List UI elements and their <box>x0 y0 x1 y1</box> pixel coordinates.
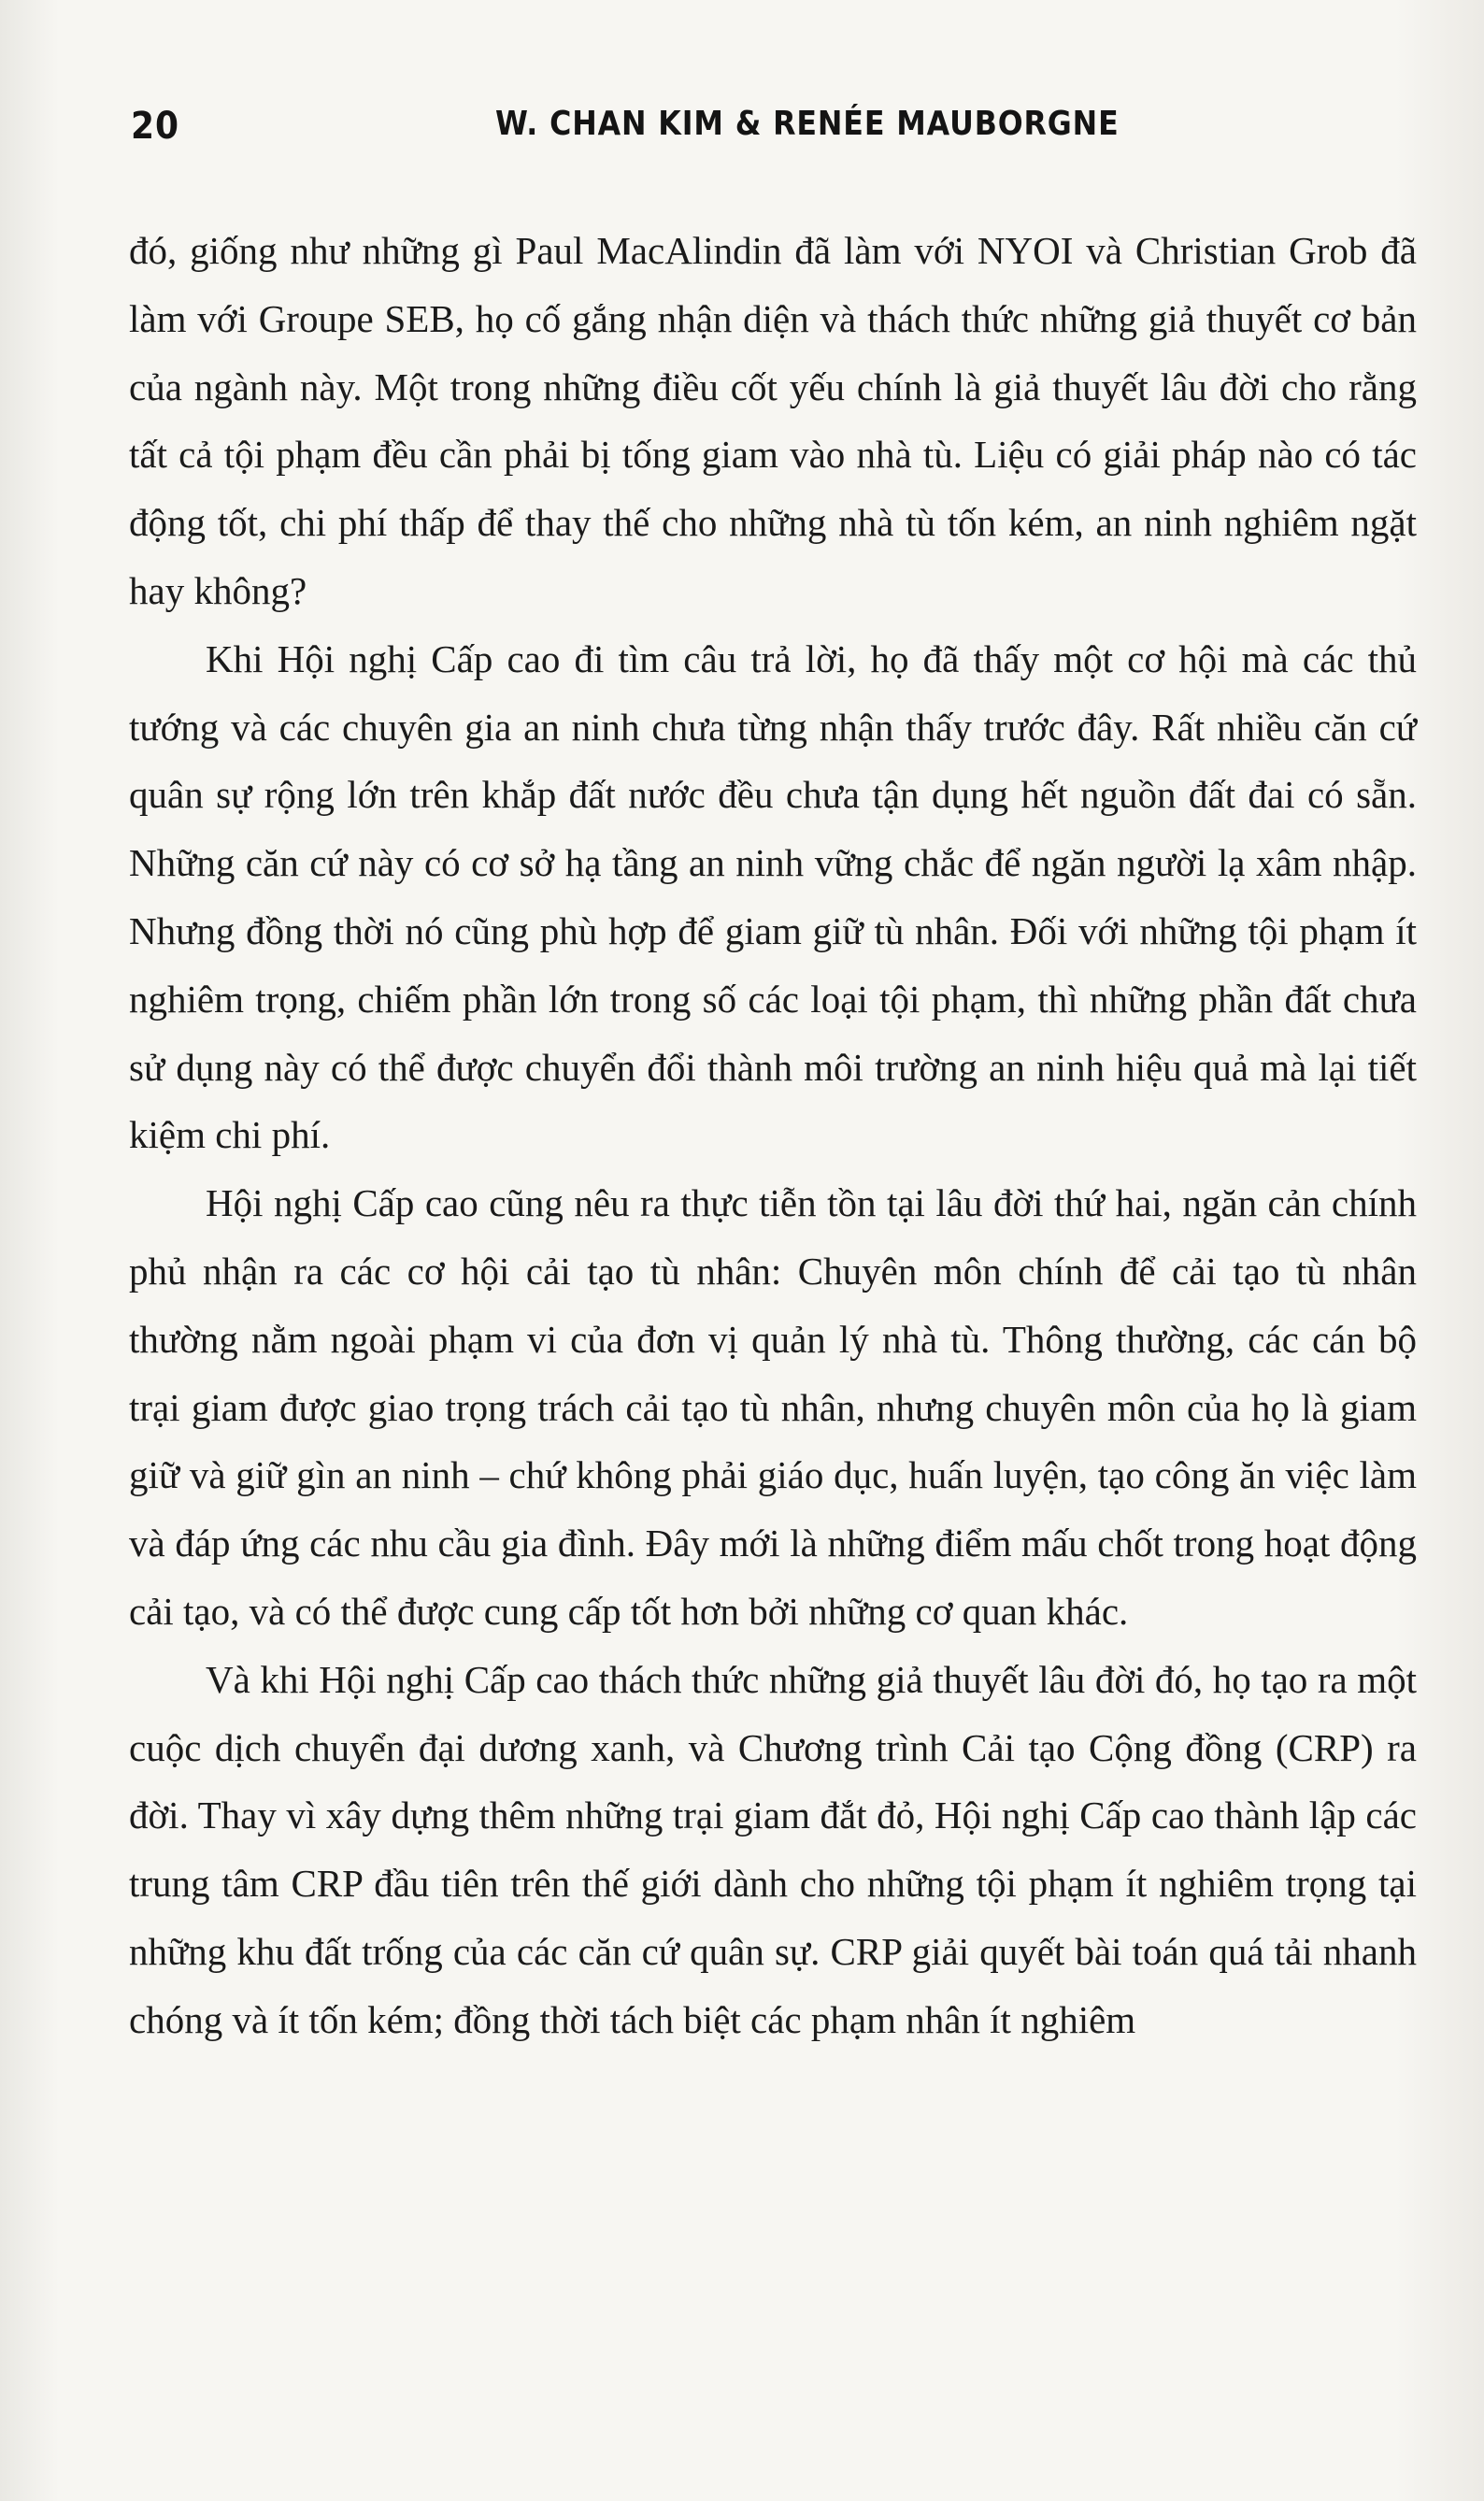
paragraph: Hội nghị Cấp cao cũng nêu ra thực tiễn tồn tại lâu đời thứ hai, ngăn cản chính phủ nhận ra các cơ hội cải tạo tù nhân: Chuyên môn chính để cải tạo tù nhân thường nằm ngoài phạm vi của đơn vị quản lý nhà tù. Thông thường, các cán bộ trại giam được giao trọng trách cải tạo tù nhân, nhưng chuyên môn của họ là giam giữ và giữ gìn an ninh – chứ không phải giáo dục, huấn luyện, tạo công ăn việc làm và đáp ứng các nhu cầu gia đình. Đây mới là những điểm mấu chốt trong hoạt động cải tạo, và có thể được cung cấp tốt hơn bởi những cơ quan khác. <box>129 1181 1417 1633</box>
paragraph: đó, giống như những gì Paul MacAlindin đã làm với NYOI và Christian Grob đã làm với Groupe SEB, họ cố gắng nhận diện và thách thức những giả thuyết cơ bản của ngành này. Một trong những điều cốt yếu chính là giả thuyết lâu đời cho rằng tất cả tội phạm đều cần phải bị tống giam vào nhà tù. Liệu có giải pháp nào có tác động tốt, chi phí thấp để thay thế cho những nhà tù tốn kém, an ninh nghiêm ngặt hay không? <box>129 229 1417 612</box>
running-title: W. CHAN KIM & RENÉE MAUBORGNE <box>495 105 1120 143</box>
page-number: 20 <box>131 105 179 148</box>
body-text <box>129 217 1417 2054</box>
paragraph: Khi Hội nghị Cấp cao đi tìm câu trả lời, họ đã thấy một cơ hội mà các thủ tướng và các chuyên gia an ninh chưa từng nhận thấy trước đây. Rất nhiều căn cứ quân sự rộng lớn trên khắp đất nước đều chưa tận dụng hết nguồn đất đai có sẵn. Những căn cứ này có cơ sở hạ tầng an ninh vững chắc để ngăn người lạ xâm nhập. Nhưng đồng thời nó cũng phù hợp để giam giữ tù nhân. Đối với những tội phạm ít nghiêm trọng, chiếm phần lớn trong số các loại tội phạm, thì những phần đất chưa sử dụng này có thể được chuyển đổi thành môi trường an ninh hiệu quả mà lại tiết kiệm chi phí. <box>129 636 1417 1157</box>
paragraph: Và khi Hội nghị Cấp cao thách thức những giả thuyết lâu đời đó, họ tạo ra một cuộc dịch chuyển đại dương xanh, và Chương trình Cải tạo Cộng đồng (CRP) ra đời. Thay vì xây dựng thêm những trại giam đắt đỏ, Hội nghị Cấp cao thành lập các trung tâm CRP đầu tiên trên thế giới dành cho những tội phạm ít nghiêm trọng tại những khu đất trống của các căn cứ quân sự. CRP giải quyết bài toán quá tải nhanh chóng và ít tốn kém; đồng thời tách biệt các phạm nhân ít nghiêm <box>129 1657 1417 2041</box>
running-head <box>131 101 1420 166</box>
